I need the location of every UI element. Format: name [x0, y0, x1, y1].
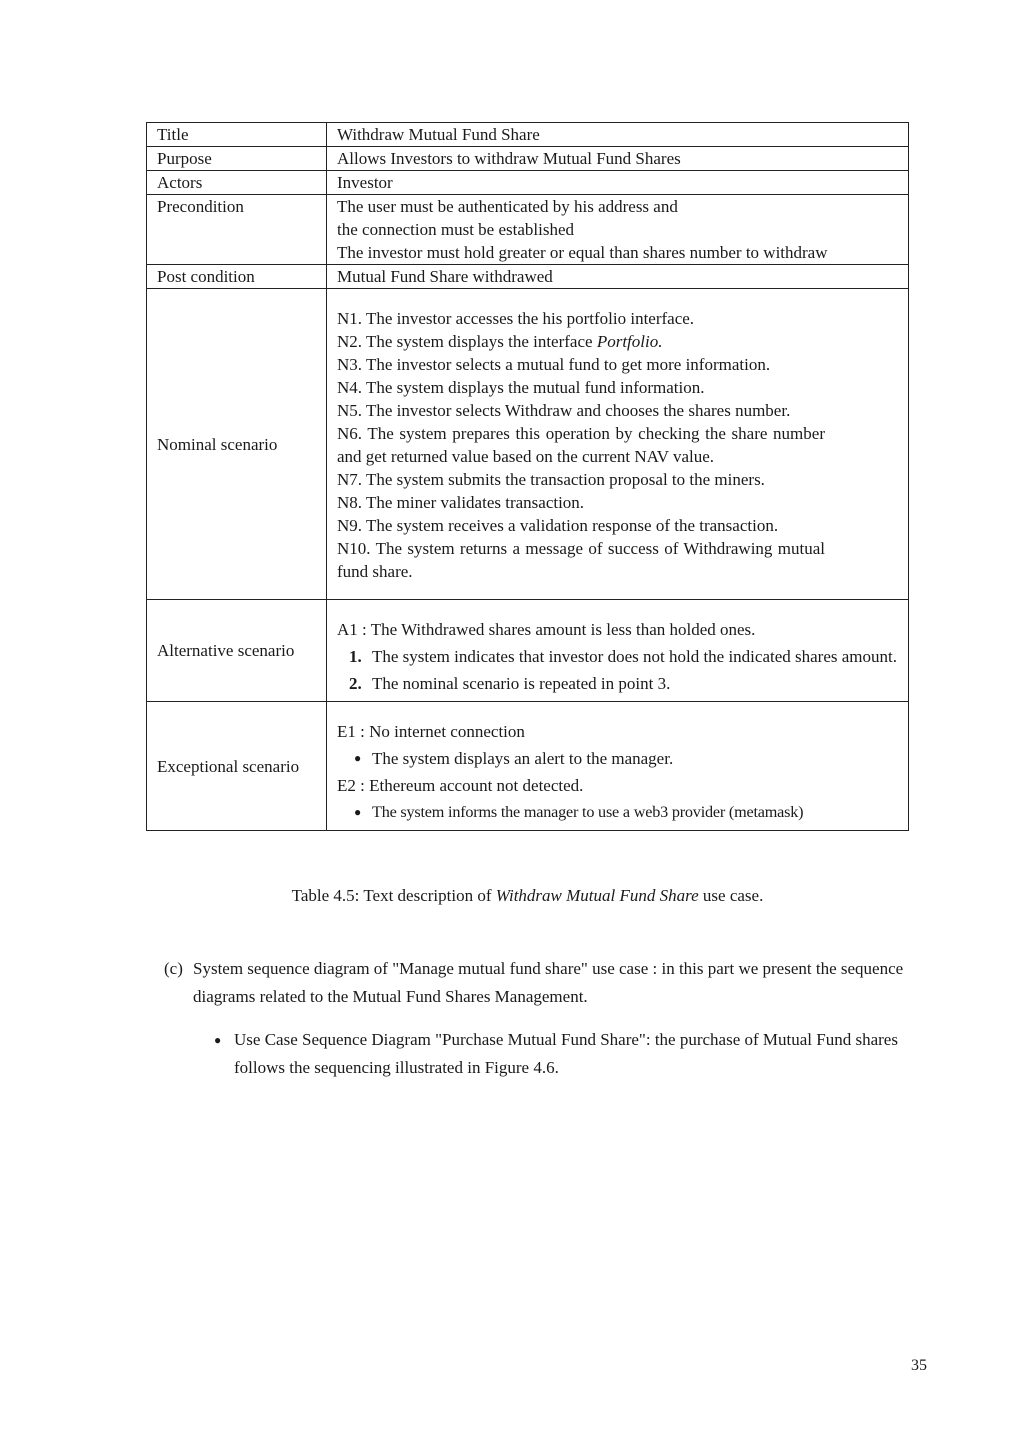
table-row-nominal — [147, 289, 909, 600]
caption-prefix: Table 4.5: Text description of — [291, 886, 492, 905]
precondition-line: The investor must hold greater or equal than shares number to withdraw — [337, 243, 828, 262]
list-item — [337, 645, 898, 668]
value-purpose: Allows Investors to withdraw Mutual Fund Shares — [327, 147, 909, 171]
table-row-title — [147, 123, 909, 147]
list-item-text: The system displays an alert to the manager. — [372, 749, 674, 768]
table-row-exceptional — [147, 702, 909, 831]
nominal-step: N1. The investor accesses the his portfolio interface. — [337, 309, 695, 328]
bullet-icon: ● — [214, 1033, 222, 1047]
table-row-postcondition — [147, 265, 909, 289]
label-purpose: Purpose — [147, 147, 327, 171]
value-nominal — [327, 289, 909, 600]
label-exceptional: Exceptional scenario — [147, 702, 327, 831]
bullet-icon: ● — [354, 805, 362, 819]
list-number: 1. — [349, 647, 362, 666]
label-title: Title — [147, 123, 327, 147]
exceptional-e2: E2 : Ethereum account not detected. — [337, 776, 584, 795]
nominal-step — [337, 330, 898, 353]
page-number: 35 — [911, 1357, 927, 1374]
nominal-step-text: N2. The system displays the interface — [337, 332, 593, 351]
use-case-table — [146, 122, 909, 831]
paragraph-marker: (c) — [164, 959, 183, 978]
table-row-precondition — [147, 195, 909, 265]
list-item-text: The nominal scenario is repeated in point 3. — [372, 674, 671, 693]
bullet-paragraph — [214, 1026, 928, 1082]
nominal-step: N8. The miner validates transaction. — [337, 493, 585, 512]
label-postcondition: Post condition — [147, 265, 327, 289]
caption-suffix: use case. — [702, 886, 764, 905]
precondition-line: The user must be authenticated by his address and — [337, 197, 678, 216]
list-item — [337, 672, 898, 695]
paragraph-text: System sequence diagram of "Manage mutual fund share" use case : in this part we present the sequence diagrams related to the Mutual Fund Shares Management. — [193, 959, 904, 1006]
alternative-list — [337, 645, 898, 695]
label-actors: Actors — [147, 171, 327, 195]
nominal-step: N7. The system submits the transaction proposal to the miners. — [337, 470, 765, 489]
bullet-icon: ● — [354, 751, 362, 765]
caption-italic: Withdraw Mutual Fund Share — [495, 886, 699, 905]
nominal-step: N9. The system receives a validation response of the transaction. — [337, 516, 779, 535]
table-row-alternative — [147, 600, 909, 702]
list-number: 2. — [349, 674, 362, 693]
value-precondition — [327, 195, 909, 265]
value-alternative — [327, 600, 909, 702]
list-item-text: The system informs the manager to use a web3 provider (metamask) — [372, 803, 804, 821]
nominal-step: N4. The system displays the mutual fund information. — [337, 378, 705, 397]
nominal-step: N6. The system prepares this operation by checking the share number and get returned value based on the current NAV value. — [337, 424, 825, 466]
precondition-line: the connection must be established — [337, 220, 574, 239]
nominal-step: N5. The investor selects Withdraw and chooses the shares number. — [337, 401, 791, 420]
label-nominal: Nominal scenario — [147, 289, 327, 600]
section-paragraph — [164, 955, 928, 1011]
nominal-step: N3. The investor selects a mutual fund to get more information. — [337, 355, 771, 374]
list-item — [337, 801, 898, 824]
exceptional-e1: E1 : No internet connection — [337, 722, 525, 741]
label-precondition: Precondition — [147, 195, 327, 265]
exceptional-e2-list — [337, 801, 898, 824]
value-title: Withdraw Mutual Fund Share — [327, 123, 909, 147]
list-item-text: The system indicates that investor does not hold the indicated shares amount. — [372, 647, 897, 666]
table-caption — [146, 886, 909, 906]
value-exceptional — [327, 702, 909, 831]
bullet-text: Use Case Sequence Diagram "Purchase Mutual Fund Share": the purchase of Mutual Fund shares follows the sequencing illustrated in Figure 4.6. — [234, 1030, 898, 1077]
label-alternative: Alternative scenario — [147, 600, 327, 702]
table-row-actors — [147, 171, 909, 195]
exceptional-e1-list — [337, 747, 898, 770]
list-item — [337, 747, 898, 770]
table-row-purpose — [147, 147, 909, 171]
alternative-a1: A1 : The Withdrawed shares amount is less than holded ones. — [337, 620, 756, 639]
nominal-step: N10. The system returns a message of success of Withdrawing mutual fund share. — [337, 539, 825, 581]
value-actors: Investor — [327, 171, 909, 195]
portfolio-italic: Portfolio. — [596, 332, 663, 351]
value-postcondition: Mutual Fund Share withdrawed — [327, 265, 909, 289]
